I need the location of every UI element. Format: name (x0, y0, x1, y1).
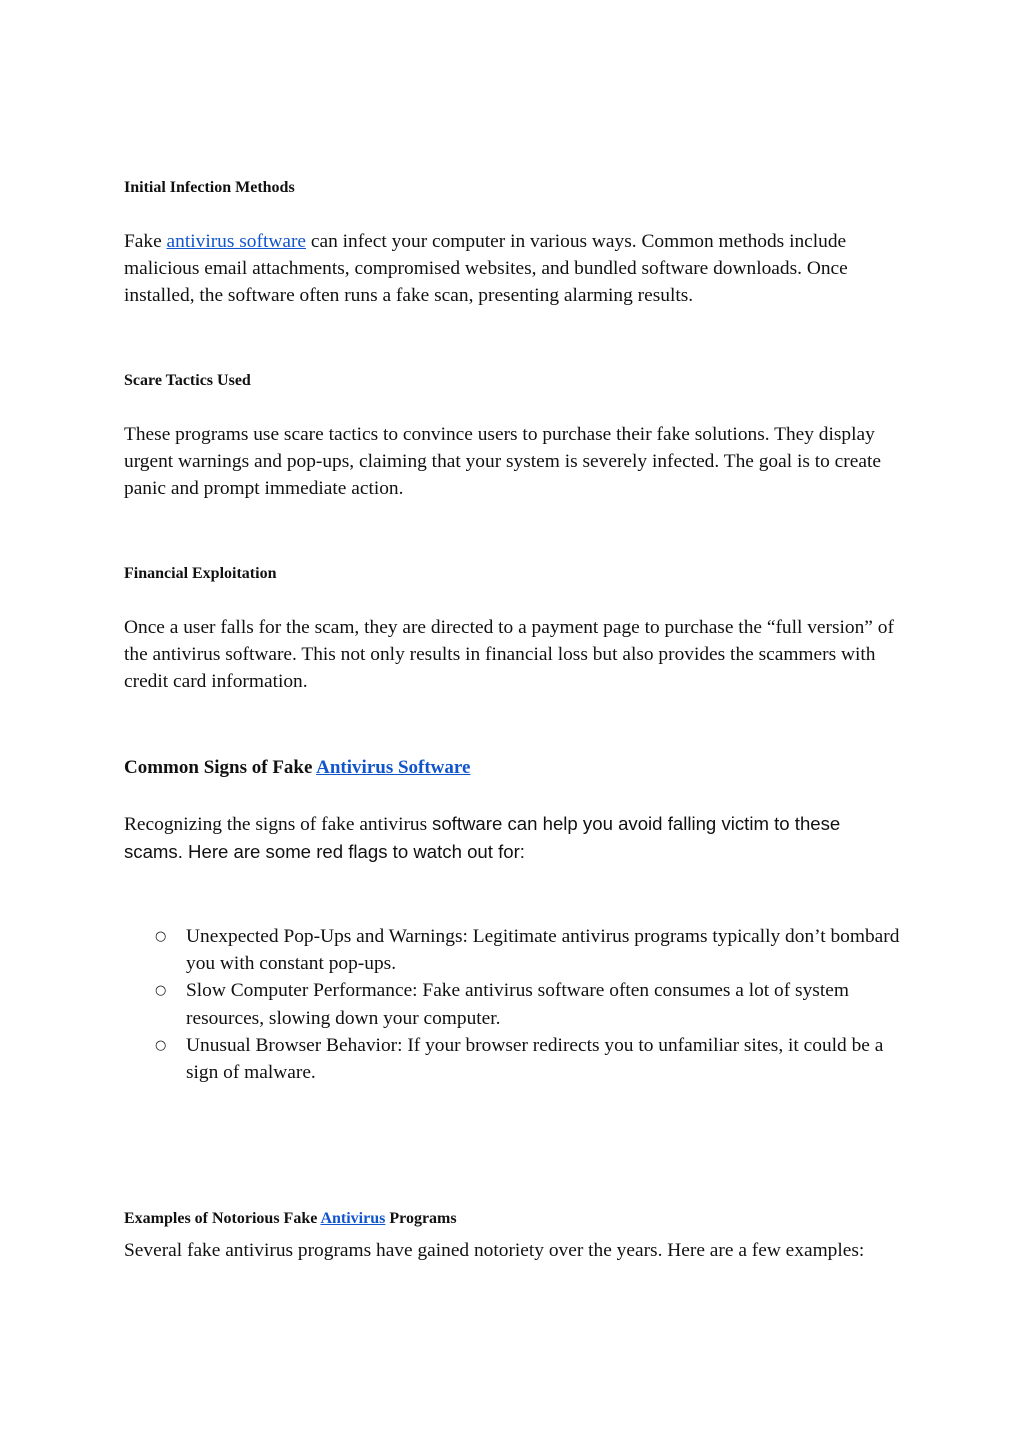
text-fragment: Examples of Notorious Fake (124, 1210, 321, 1227)
section-heading-common-signs (124, 756, 470, 780)
circle-bullet-icon: ○ (155, 1037, 167, 1053)
paragraph-scare-tactics: These programs use scare tactics to convince users to purchase their fake solutions. They display urgent warnings and pop-ups, claiming that your system is severely infected. The goal is to create panic and prompt immediate action. (124, 424, 881, 500)
list-item-text: Unusual Browser Behavior: If your browser redirects you to unfamiliar sites, it could be a sign of malware. (186, 1034, 884, 1084)
section-heading-scare-tactics: Scare Tactics Used (124, 372, 251, 389)
section-heading-financial-exploitation: Financial Exploitation (124, 565, 277, 582)
paragraph-financial-exploitation: Once a user falls for the scam, they are directed to a payment page to purchase the “full version” of the antivirus software. This not only results in financial loss but also provides the scammers with credit card information. (124, 617, 894, 693)
section-heading-initial-infection: Initial Infection Methods (124, 179, 295, 196)
text-fragment: Common Signs of Fake (124, 757, 317, 778)
section-heading-examples (124, 1209, 457, 1229)
antivirus-software-heading-link[interactable]: Antivirus Software (316, 757, 471, 778)
paragraph-initial-infection (124, 228, 904, 310)
antivirus-software-link[interactable]: antivirus software (166, 231, 307, 252)
red-flags-list (124, 923, 904, 1086)
text-fragment: Fake (124, 231, 167, 252)
text-fragment: Programs (385, 1210, 457, 1227)
paragraph-examples: Several fake antivirus programs have gained notoriety over the years. Here are a few examples: (124, 1240, 865, 1261)
circle-bullet-icon: ○ (155, 929, 167, 944)
list-item (124, 1032, 904, 1086)
text-fragment: software can help you avoid falling victim to these scams. Here are some red flags to watch out for: (124, 813, 841, 863)
text-fragment: Recognizing the signs of fake antivirus (124, 814, 433, 835)
paragraph-signs-intro (124, 810, 904, 866)
text-fragment: can infect your computer in various ways. Common methods include malicious email attachments, compromised websites, and bundled software downloads. Once installed, the software often runs a fake scan, presenting alarming results. (124, 231, 848, 307)
list-item-text: Unexpected Pop-Ups and Warnings: Legitimate antivirus programs typically don’t bombard you with constant pop-ups. (186, 926, 900, 975)
list-item (124, 977, 904, 1031)
circle-bullet-icon: ○ (155, 983, 167, 999)
list-item (124, 923, 904, 977)
antivirus-heading-link[interactable]: Antivirus (320, 1210, 386, 1227)
list-item-text: Slow Computer Performance: Fake antivirus software often consumes a lot of system resources, slowing down your computer. (186, 980, 849, 1029)
